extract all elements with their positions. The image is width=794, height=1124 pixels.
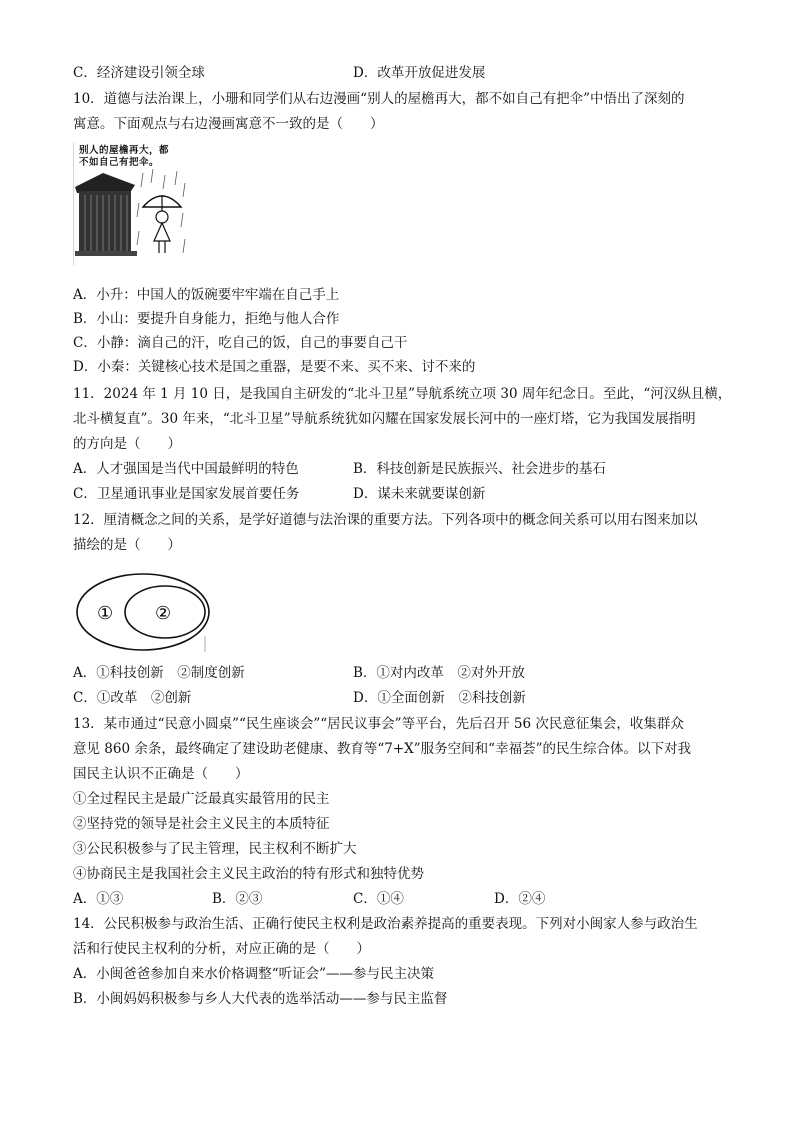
q10-option-a: A．小升：中国人的饭碗要牢牢端在自己手上 [73,287,340,303]
inner-ellipse-label: ② [155,603,172,624]
q14-option-b: B．小闽妈妈积极参与乡人大代表的选举活动——参与民主监督 [73,991,448,1007]
q11-stem-line3: 的方向是（ ） [73,436,181,452]
q13-statement-3: ③公民积极参与了民主管理，民主权利不断扩大 [73,841,357,857]
cartoon-caption [79,145,169,169]
q11-option-d: D．谋未来就要谋创新 [353,486,486,502]
house-wall [79,191,131,253]
q13-option-a: A．①③ [73,891,124,907]
q10-option-b: B．小山：要提升自身能力，拒绝与他人合作 [73,311,340,327]
q11-stem-line2: 北斗横复直”。30 年来，“北斗卫星”导航系统犹如闪耀在国家发展长河中的一座灯塔，它为我国发展指明 [73,411,696,427]
q10-option-c: C．小静：滴自己的汗，吃自己的饭，自己的事要自己干 [73,335,408,351]
q13-stem-line1: 13．某市通过“民意小圆桌”“民生座谈会”“居民议事会”等平台，先后召开 56 次民意征集会，收集群众 [73,716,684,732]
q9-option-d: D．改革开放促进发展 [353,65,486,81]
q12-option-c: C．①改革 ②创新 [73,690,192,706]
q9-option-c: C．经济建设引领全球 [73,65,205,81]
q13-statement-4: ④协商民主是我国社会主义民主政治的特有形式和独特优势 [73,866,424,882]
q13-statement-1: ①全过程民主是最广泛最真实最管用的民主 [73,791,330,807]
q11-option-c: C．卫星通讯事业是国家发展首要任务 [73,486,300,502]
q14-stem-line2: 活和行使民主权利的分析，对应正确的是（ ） [73,941,370,957]
q14-option-a: A．小闽爸爸参加自来水价格调整“听证会”——参与民主决策 [73,966,435,982]
q13-option-b: B．②③ [212,891,263,907]
q13-stem-line2: 意见 860 余条，最终确定了建设助老健康、教育等“7+X”服务空间和“幸福荟”的民生综合体。以下对我 [73,741,691,757]
q12-option-a: A．①科技创新 ②制度创新 [73,665,245,681]
q14-stem-line1: 14．公民积极参与政治生活、正确行使民主权利是政治素养提高的重要表现。下列对小闽家人参与政治生 [73,916,698,932]
q11-option-a: A．人才强国是当代中国最鲜明的特色 [73,461,299,477]
roof-shape [75,173,135,193]
q13-stem-line3: 国民主认识不正确是（ ） [73,766,249,782]
q12-stem-line1: 12．厘清概念之间的关系，是学好道德与法治课的重要方法。下列各项中的概念间关系可以用右图来加以 [73,512,698,528]
outer-ellipse-label: ① [97,603,114,624]
q10-option-d: D．小秦：关键核心技术是国之重器，是要不来、买不来、讨不来的 [73,359,476,375]
cartoon-caption-line1: 别人的屋檐再大，都 [79,145,170,156]
cartoon-caption-line2: 不如自己有把伞。 [79,157,160,168]
q10-stem-line2: 寓意。下面观点与右边漫画寓意不一致的是（ ） [73,116,384,132]
umbrella-cartoon [73,143,191,268]
q13-statement-2: ②坚持党的领导是社会主义民主的本质特征 [73,816,330,832]
q13-option-c: C．①④ [353,891,404,907]
nested-ellipses [73,570,213,655]
concept-relation-diagram [73,570,213,655]
q13-option-d: D．②④ [494,891,546,907]
q11-stem-line1: 11．2024 年 1 月 10 日，是我国自主研发的“北斗卫星”导航系统立项 30 周年纪念日。至此，“河汉纵且横， [73,386,732,402]
q10-stem-line1: 10．道德与法治课上，小珊和同学们从右边漫画“别人的屋檐再大，都不如自己有把伞”中悟出了深刻的 [73,91,685,107]
q11-option-b: B．科技创新是民族振兴、社会进步的基石 [353,461,606,477]
q12-option-d: D．①全面创新 ②科技创新 [353,690,526,706]
q12-stem-line2: 描绘的是（ ） [73,537,181,553]
q12-option-b: B．①对内改革 ②对外开放 [353,665,525,681]
girl-head [156,211,168,223]
